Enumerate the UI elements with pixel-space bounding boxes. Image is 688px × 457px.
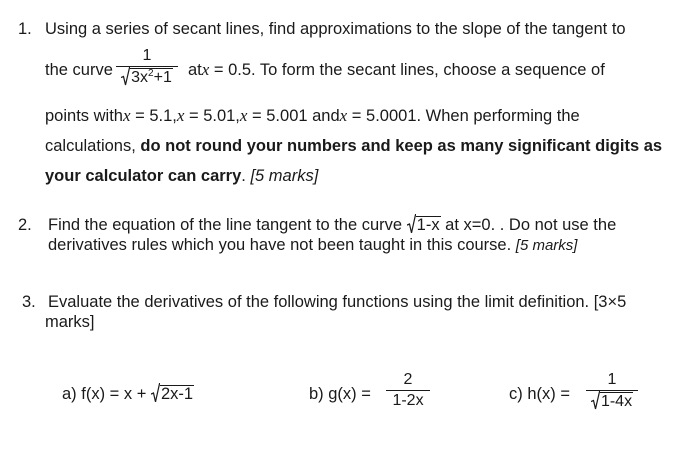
square-root bbox=[407, 215, 441, 235]
q3-line2: marks] bbox=[45, 313, 95, 331]
q3-c-fraction bbox=[586, 371, 638, 411]
q1-emphasis: do not round your numbers and keep as many significant digits as bbox=[140, 137, 663, 155]
q2-line2-text: derivatives rules which you have not been taught in this course. bbox=[48, 236, 516, 254]
q1-var-x: x bbox=[122, 106, 131, 125]
q1-points-with: points with bbox=[45, 107, 123, 125]
radical-sign-icon bbox=[151, 383, 160, 403]
q1-var-x: x bbox=[176, 106, 185, 125]
q2-line1-b: at x=0. . Do not use the bbox=[440, 216, 617, 234]
q3-number: 3. bbox=[22, 293, 36, 311]
q3-c-label: c) h(x) = bbox=[509, 385, 570, 403]
q3-a-label: a) f(x) = x + bbox=[62, 385, 151, 403]
q2-radicand: 1-x bbox=[416, 216, 440, 234]
q3-b-fraction bbox=[386, 371, 430, 410]
q2-line1-a: Find the equation of the line tangent to the curve bbox=[48, 216, 407, 234]
q1-marks: [5 marks] bbox=[250, 167, 319, 185]
q1-value-3: = 5.001 and bbox=[247, 107, 340, 125]
radical-sign-icon bbox=[407, 214, 416, 234]
q1-den-rest: +1 bbox=[153, 69, 172, 86]
q2-marks: [5 marks] bbox=[515, 237, 578, 254]
q1-period: . bbox=[241, 167, 251, 185]
square-root bbox=[151, 384, 194, 404]
q2-number: 2. bbox=[18, 216, 32, 234]
radical-sign-icon bbox=[591, 391, 600, 410]
q3-a-radicand: 2x-1 bbox=[160, 385, 194, 403]
q1-line1: Using a series of secant lines, find approximations to the slope of the tangent to bbox=[45, 20, 626, 38]
q3-b-label: b) g(x) = bbox=[309, 385, 371, 403]
q1-var-x: x bbox=[201, 60, 210, 79]
q1-curve-fraction bbox=[116, 47, 178, 87]
q1-value-1: = 5.1, bbox=[130, 107, 177, 125]
q3-c-radicand: 1-4x bbox=[600, 393, 633, 410]
q1-at: at bbox=[188, 61, 202, 79]
fraction-bar bbox=[386, 390, 430, 391]
q1-the-curve: the curve bbox=[45, 61, 113, 79]
q1-frac-denominator bbox=[116, 68, 178, 87]
q2-line1 bbox=[48, 215, 616, 235]
q1-line5 bbox=[45, 166, 318, 186]
q1-at-value: = 0.5. To form the secant lines, choose a sequence of bbox=[209, 61, 605, 79]
q1-frac-numerator: 1 bbox=[142, 47, 152, 64]
q3-b-numerator: 2 bbox=[403, 371, 413, 388]
q1-den-exponent: 2 bbox=[148, 68, 154, 79]
q1-emphasis-end: your calculator can carry bbox=[45, 167, 242, 185]
q1-var-x: x bbox=[339, 106, 348, 125]
q1-line4-a: calculations, bbox=[45, 137, 141, 155]
square-root bbox=[591, 392, 633, 411]
q1-number: 1. bbox=[18, 20, 32, 38]
q1-var-x: x bbox=[239, 106, 248, 125]
q2-line2 bbox=[48, 235, 577, 256]
q1-den-base: 3x bbox=[131, 69, 149, 86]
q3-part-a bbox=[62, 384, 194, 404]
q1-value-2: = 5.01, bbox=[184, 107, 240, 125]
q1-line3 bbox=[45, 106, 580, 126]
radical-sign-icon bbox=[121, 67, 130, 86]
square-root bbox=[121, 68, 173, 87]
q1-at-clause bbox=[188, 60, 605, 80]
q3-c-numerator: 1 bbox=[607, 371, 617, 388]
q3-b-denominator: 1-2x bbox=[392, 392, 424, 409]
q1-value-4: = 5.0001. When performing the bbox=[347, 107, 580, 125]
q3-line1: Evaluate the derivatives of the following functions using the limit definition. [3×5 bbox=[48, 293, 627, 311]
q1-line4 bbox=[45, 136, 662, 156]
q3-c-denominator bbox=[586, 392, 638, 411]
